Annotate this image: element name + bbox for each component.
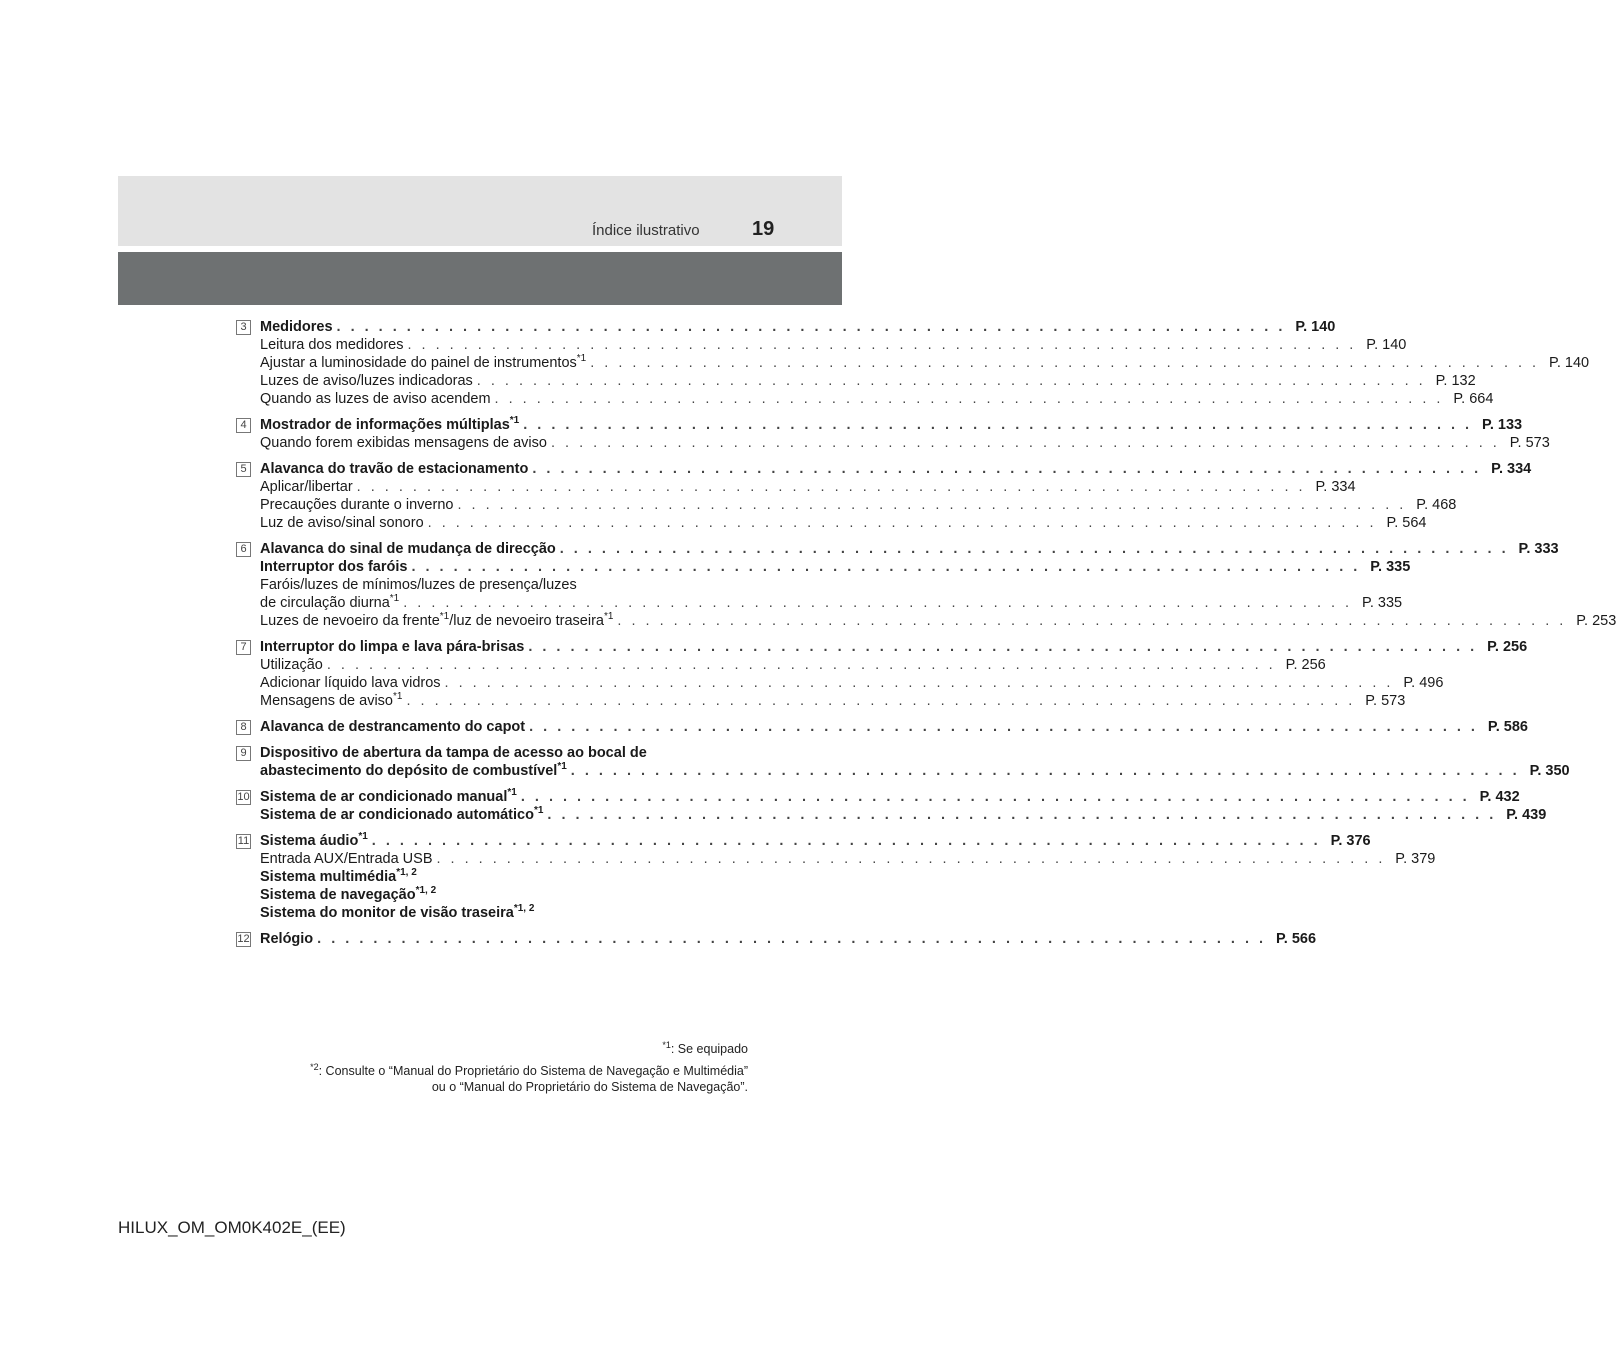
toc-sub-row	[260, 611, 1616, 630]
toc-label-text: Aplicar/libertar	[260, 479, 353, 495]
footnote-1-text: : Se equipado	[670, 1042, 748, 1056]
toc-label-text: Mensagens de aviso	[260, 693, 393, 709]
toc-label	[260, 434, 547, 452]
toc-heading-row	[260, 787, 1520, 806]
header-dark-band	[118, 252, 842, 305]
toc-label	[260, 850, 433, 868]
toc-entry	[236, 540, 1616, 630]
page-reference: P. 256	[1285, 657, 1326, 673]
toc-label-text: Mostrador de informações múltiplas	[260, 417, 510, 433]
entry-number-badge: 5	[236, 462, 251, 477]
leader-dots	[547, 806, 1496, 824]
toc-label	[260, 336, 403, 354]
page-reference: P. 350	[1529, 763, 1570, 779]
footnote-ref: *1	[439, 611, 450, 622]
footnote-2-mark: *2	[310, 1062, 319, 1072]
toc-heading-row	[260, 638, 1528, 656]
toc-label-text: de circulação diurna	[260, 595, 390, 611]
toc-label-text: Entrada AUX/Entrada USB	[260, 851, 433, 867]
toc-sub-row	[260, 434, 1550, 452]
page-reference: P. 564	[1386, 515, 1427, 531]
entry-number-badge: 3	[236, 320, 251, 335]
page-reference: P. 256	[1487, 639, 1528, 655]
footnote-2-cont: ou o “Manual do Proprietário do Sistema de Navegação”.	[431, 1080, 748, 1094]
leader-dots	[327, 656, 1276, 674]
leader-dots	[445, 674, 1394, 692]
page-reference: P. 432	[1479, 789, 1520, 805]
leader-dots	[532, 460, 1481, 478]
toc-label	[260, 832, 368, 850]
toc-entry	[236, 638, 1528, 710]
toc-heading-row	[260, 318, 1336, 336]
toc-heading-row	[260, 868, 724, 886]
page-reference: P. 140	[1295, 319, 1336, 335]
toc-heading-row	[260, 415, 1523, 434]
leader-dots	[457, 496, 1406, 514]
toc-heading-row	[260, 718, 1528, 736]
footnote-ref: *1	[509, 415, 520, 426]
leader-dots	[571, 762, 1520, 780]
leader-dots	[411, 558, 1360, 576]
leader-dots	[407, 336, 1356, 354]
toc-label	[260, 478, 353, 496]
page-number: 19	[752, 218, 775, 240]
toc-sub-row	[260, 336, 1407, 354]
toc-label	[260, 416, 519, 434]
toc-label	[260, 558, 407, 576]
toc-heading-row	[260, 744, 724, 762]
entry-number-badge: 6	[236, 542, 251, 557]
toc-label	[260, 788, 517, 806]
footnote-ref: *1	[533, 805, 544, 816]
footnote-1	[188, 1041, 748, 1057]
toc-sub-row	[260, 496, 1457, 514]
page-reference: P. 335	[1370, 559, 1411, 575]
toc-sub-row	[260, 514, 1427, 532]
toc-label-text: Luz de aviso/sinal sonoro	[260, 515, 424, 531]
toc-sub-row	[260, 353, 1590, 372]
toc-label	[260, 390, 491, 408]
leader-dots	[521, 788, 1470, 806]
toc-entry	[236, 415, 1550, 452]
toc-label-text: Leitura dos medidores	[260, 337, 404, 353]
footnote-ref: *1	[576, 353, 587, 364]
toc-entry	[236, 718, 1528, 736]
page-reference: P. 334	[1491, 461, 1532, 477]
toc-heading-row	[260, 904, 724, 922]
entry-number-badge: 10	[237, 791, 250, 803]
toc-sub-row	[260, 593, 1403, 612]
entry-number-badge: 4	[236, 418, 251, 433]
toc-sub-row	[260, 390, 1494, 408]
toc-heading-row	[260, 540, 1559, 558]
toc-label	[260, 656, 323, 674]
leader-dots	[560, 540, 1509, 558]
page-reference: P. 253	[1576, 613, 1616, 629]
toc-label-text: Sistema de navegação	[260, 887, 416, 903]
toc-label-text: Sistema áudio	[260, 833, 359, 849]
footnote-2-line1: : Consulte o “Manual do Proprietário do Sistema de Navegação e Multimédia”	[318, 1064, 748, 1078]
toc-label-text: Medidores	[260, 319, 333, 335]
toc-label-text: Ajustar a luminosidade do painel de instrumentos	[260, 355, 577, 371]
toc-label	[260, 577, 577, 593]
toc-label	[260, 318, 333, 336]
page-reference: P. 468	[1416, 497, 1457, 513]
page-reference: P. 132	[1435, 373, 1476, 389]
section-title: Índice ilustrativo	[592, 222, 700, 239]
entry-number-badge: 11	[237, 835, 250, 847]
toc-label-text: Relógio	[260, 931, 314, 947]
page-reference: P. 586	[1487, 719, 1528, 735]
footnote-ref: *1	[603, 611, 614, 622]
toc-label-text: Precauções durante o inverno	[260, 497, 454, 513]
toc-entry	[236, 460, 1532, 532]
toc-label	[260, 869, 417, 885]
page-reference: P. 333	[1518, 541, 1559, 557]
toc-label-text: Adicionar líquido lava vidros	[260, 675, 441, 691]
page-reference: P. 376	[1330, 833, 1371, 849]
toc-entry	[236, 930, 1317, 948]
leader-dots	[551, 434, 1500, 452]
toc-label	[260, 718, 525, 736]
toc-label	[260, 612, 613, 630]
toc-sub-row	[260, 656, 1326, 674]
footnote-ref: *1, 2	[415, 885, 437, 896]
toc-label-text: abastecimento do depósito de combustível	[260, 763, 558, 779]
toc-sub-row	[260, 576, 724, 594]
toc-heading-row	[260, 558, 1411, 576]
footnote-2	[188, 1063, 748, 1079]
toc-label-text: Quando forem exibidas mensagens de aviso	[260, 435, 547, 451]
toc-label	[260, 496, 453, 514]
leader-dots	[617, 612, 1566, 630]
leader-dots	[477, 372, 1426, 390]
leader-dots	[528, 638, 1477, 656]
toc-label	[260, 514, 424, 532]
toc-sub-row	[260, 850, 1436, 868]
toc-sub-row	[260, 372, 1476, 390]
leader-dots	[428, 514, 1377, 532]
toc-heading-row	[260, 460, 1532, 478]
toc-label-text: Alavanca do travão de estacionamento	[260, 461, 529, 477]
document-code: HILUX_OM_OM0K402E_(EE)	[118, 1218, 346, 1237]
leader-dots	[406, 692, 1355, 710]
toc-heading-row	[260, 930, 1317, 948]
toc-heading-row	[260, 761, 1570, 780]
entry-number-badge: 7	[236, 640, 251, 655]
table-of-contents	[236, 318, 1616, 956]
page-reference: P. 439	[1506, 807, 1547, 823]
toc-label	[260, 762, 567, 780]
toc-label-text: Sistema de ar condicionado automático	[260, 807, 534, 823]
toc-label	[260, 745, 647, 761]
toc-label	[260, 460, 528, 478]
toc-label	[260, 540, 556, 558]
page-reference: P. 140	[1549, 355, 1590, 371]
leader-dots	[337, 318, 1286, 336]
toc-label	[260, 354, 586, 372]
toc-heading-row	[260, 831, 1371, 850]
footnote-ref: *1	[507, 787, 517, 798]
toc-sub-row	[260, 691, 1406, 710]
page-reference: P. 334	[1315, 479, 1356, 495]
leader-dots	[357, 478, 1306, 496]
toc-entry	[236, 787, 1547, 824]
toc-entry	[236, 318, 1590, 408]
leader-dots	[590, 354, 1539, 372]
toc-label	[260, 638, 524, 656]
footnote-ref: *1	[358, 831, 368, 842]
toc-label	[260, 930, 313, 948]
leader-dots	[372, 832, 1321, 850]
toc-label-text: Dispositivo de abertura da tampa de acesso ao bocal de	[260, 745, 647, 761]
footnotes	[188, 1041, 748, 1095]
page-reference: P. 566	[1275, 931, 1317, 947]
entry-number-badge: 8	[236, 720, 251, 735]
toc-label-text: Sistema multimédia	[260, 869, 397, 885]
leader-dots	[495, 390, 1444, 408]
leader-dots	[317, 930, 1266, 948]
toc-label-text: Faróis/luzes de mínimos/luzes de presença/luzes	[260, 577, 577, 593]
page-reference: P. 133	[1482, 417, 1523, 433]
toc-label-text: Luzes de aviso/luzes indicadoras	[260, 373, 473, 389]
page-reference: P. 573	[1365, 693, 1406, 709]
toc-label-text: /luz de nevoeiro traseira	[449, 613, 604, 629]
toc-entry	[236, 744, 1570, 780]
footnote-ref: *1, 2	[396, 867, 417, 878]
toc-label-text: Alavanca de destrancamento do capot	[260, 719, 526, 735]
toc-label	[260, 905, 534, 921]
toc-sub-row	[260, 674, 1444, 692]
header-band	[118, 176, 842, 246]
footnote-1-mark: *1	[662, 1040, 671, 1050]
page-reference: P. 140	[1366, 337, 1407, 353]
toc-label	[260, 806, 543, 824]
toc-heading-row	[260, 805, 1547, 824]
footnote-ref: *1	[389, 593, 400, 604]
toc-label-text: Interruptor dos faróis	[260, 559, 408, 575]
leader-dots	[529, 718, 1478, 736]
toc-label	[260, 372, 473, 390]
footnote-ref: *1	[393, 691, 403, 702]
toc-label	[260, 674, 441, 692]
toc-label	[260, 594, 399, 612]
toc-sub-row	[260, 478, 1356, 496]
toc-label	[260, 692, 402, 710]
page-reference: P. 664	[1453, 391, 1494, 407]
entry-number-badge: 9	[236, 746, 251, 761]
toc-label-text: Interruptor do limpa e lava pára-brisas	[260, 639, 525, 655]
page-reference: P. 335	[1362, 595, 1403, 611]
toc-label-text: Sistema do monitor de visão traseira	[260, 905, 514, 921]
entry-number-badge: 12	[237, 933, 250, 945]
toc-entry	[236, 831, 1436, 922]
leader-dots	[403, 594, 1352, 612]
page-reference: P. 496	[1403, 675, 1444, 691]
leader-dots	[523, 416, 1472, 434]
footnote-ref: *1, 2	[513, 903, 535, 914]
toc-label-text: Utilização	[260, 657, 323, 673]
toc-label-text: Luzes de nevoeiro da frente	[260, 613, 440, 629]
toc-heading-row	[260, 886, 724, 904]
toc-label-text: Alavanca do sinal de mudança de direcção	[260, 541, 556, 557]
toc-label-text: Quando as luzes de aviso acendem	[260, 391, 491, 407]
toc-label-text: Sistema de ar condicionado manual	[260, 789, 508, 805]
toc-label	[260, 887, 436, 903]
page-reference: P. 573	[1509, 435, 1550, 451]
page-reference: P. 379	[1395, 851, 1436, 867]
leader-dots	[437, 850, 1386, 868]
footnote-ref: *1	[557, 761, 567, 772]
